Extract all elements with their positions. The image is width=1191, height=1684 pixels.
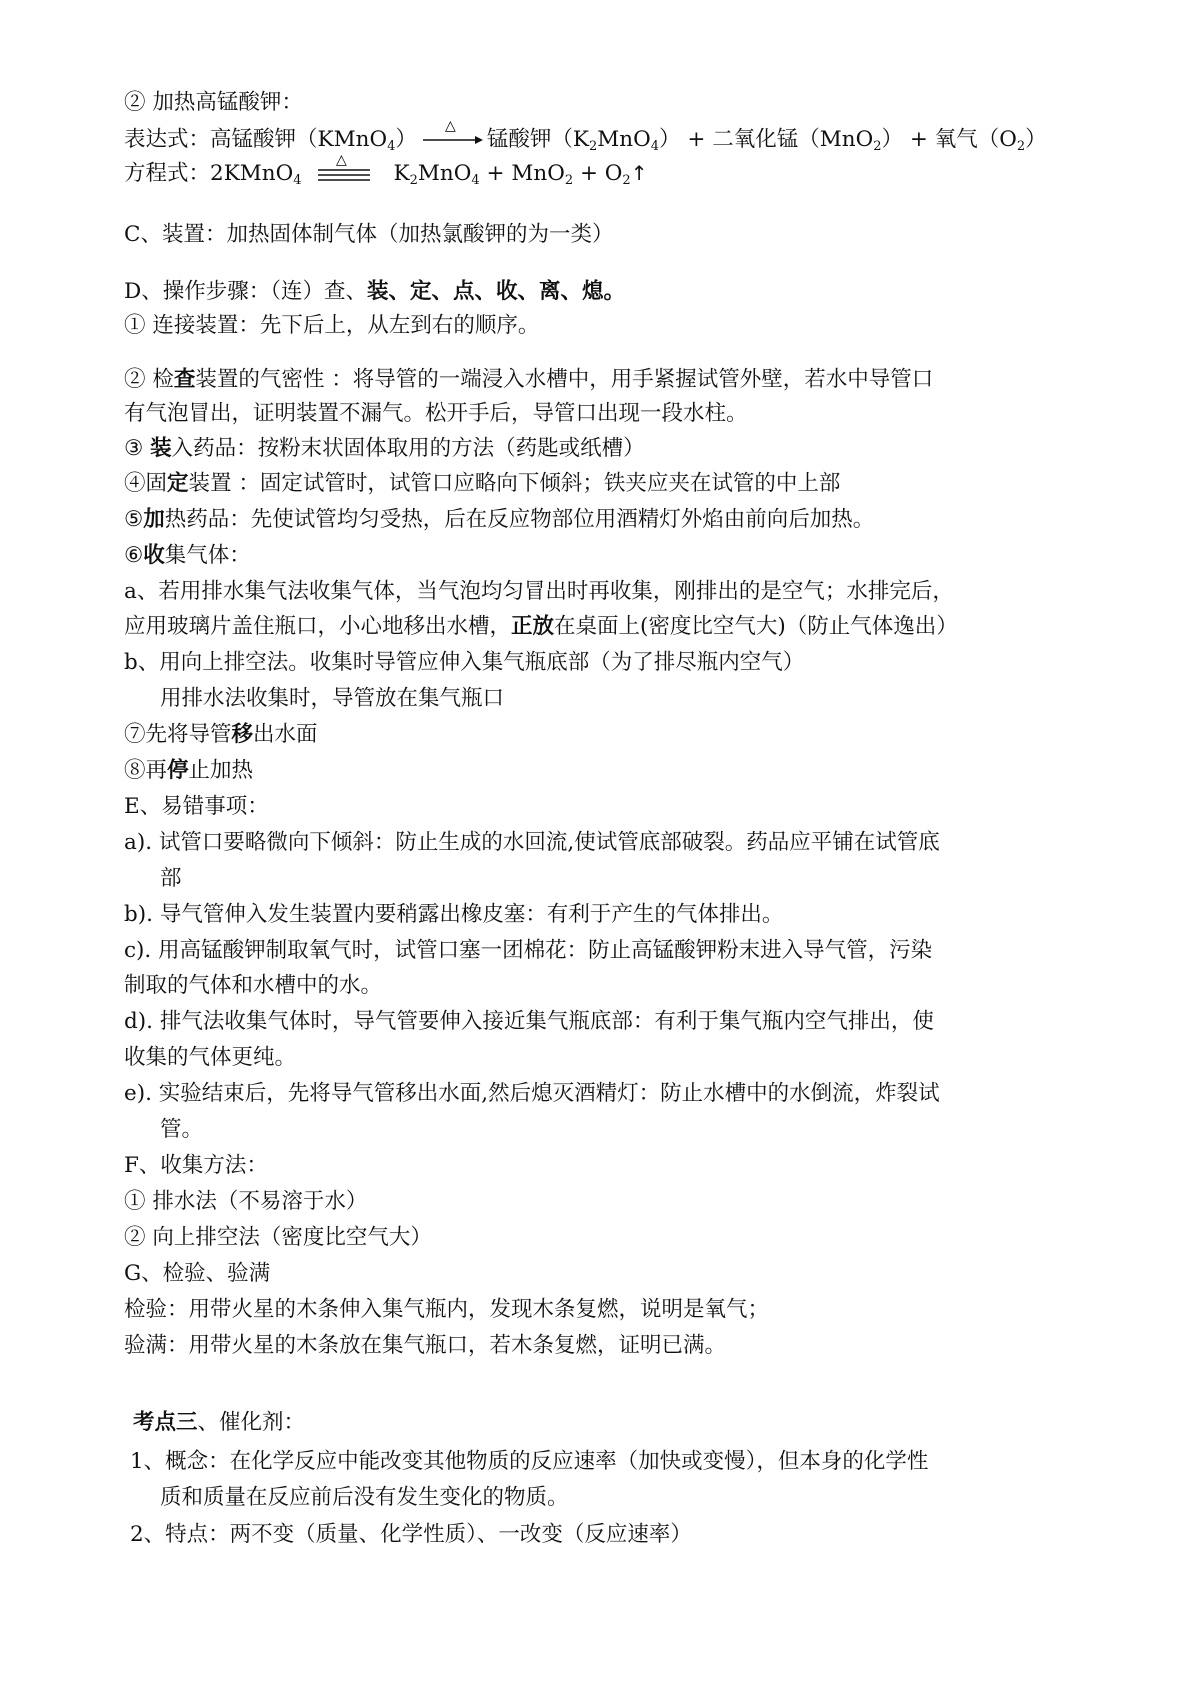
section-f-title: F、收集方法： — [124, 1153, 268, 1178]
gas-arrow-icon: ↑ — [630, 161, 648, 185]
step-6a-line2: 应用玻璃片盖住瓶口，小心地移出水槽，正放在桌面上(密度比空气大)（防止气体逸出） — [124, 614, 958, 639]
mistake-c-line1: c). 用高锰酸钾制取氧气时，试管口塞一团棉花：防止高锰酸钾粉末进入导气管，污染 — [124, 938, 933, 963]
step-1: ① 连接装置：先下后上，从左到右的顺序。 — [124, 313, 540, 338]
svg-text:△: △ — [444, 118, 456, 134]
word-expression: 表达式：高锰酸钾（KMnO$_4$） △ 锰酸钾$(K_2MnO_4)$ + 二氧化锰（MnO$_2$） + 氧气$(O_2)$ — [124, 118, 1047, 154]
mistake-d-line2: 收集的气体更纯。 — [124, 1045, 297, 1070]
mistake-b: b). 导气管伸入发生装置内要稍露出橡皮塞：有利于产生的气体排出。 — [124, 902, 784, 927]
chemical-equation: 方程式：2KMnO$_4$ △ $K_2MnO_4 + MnO_2$ + $O_2↑$ — [124, 152, 648, 188]
section-g-title: G、检验、验满 — [124, 1261, 271, 1286]
section-c: C、装置：加热固体制气体（加热氯酸钾的为一类） — [124, 222, 614, 247]
step-7: ⑦先将导管移出水面 — [124, 722, 318, 747]
catalyst-concept-line1: 1、概念：在化学反应中能改变其他物质的反应速率（加快或变慢），但本身的化学性 — [130, 1449, 929, 1474]
catalyst-feature: 2、特点：两不变（质量、化学性质）、一改变（反应速率） — [130, 1522, 692, 1547]
reaction-arrow — [421, 118, 483, 150]
step-3: ③ 装入药品：按粉末状固体取用的方法（药匙或纸槽） — [124, 436, 645, 461]
step-5: ⑤加热药品：先使试管均匀受热，后在反应物部位用酒精灯外焰由前向后加热。 — [124, 507, 875, 532]
svg-text:△: △ — [335, 152, 347, 168]
mistake-e-line2: 管。 — [160, 1117, 204, 1142]
step-4: ④固定装置 ：固定试管时，试管口应略向下倾斜；铁夹应夹在试管的中上部 — [124, 471, 841, 496]
step-6b-line1: b、用向上排空法。收集时导管应伸入集气瓶底部（为了排尽瓶内空气） — [124, 650, 805, 675]
step-8: ⑧再停止加热 — [124, 758, 254, 783]
section-e-title: E、易错事项： — [124, 794, 269, 819]
mistake-d-line1: d). 排气法收集气体时，导气管要伸入接近集气瓶底部：有利于集气瓶内空气排出，使 — [124, 1009, 934, 1034]
test-line: 检验：用带火星的木条伸入集气瓶内，发现木条复燃，说明是氧气； — [124, 1297, 770, 1322]
step-6a-line1: a、若用排水集气法收集气体，当气泡均匀冒出时再收集，刚排出的是空气；水排完后， — [124, 579, 954, 604]
section-heat-kmno4-title: ② 加热高锰酸钾： — [124, 90, 303, 115]
step-2-line2: 有气泡冒出，证明装置不漏气。松开手后，导管口出现一段水柱。 — [124, 401, 748, 426]
mistake-a-line2: 部 — [160, 866, 182, 891]
step-2-line1: ② 检查装置的气密性 ：将导管的一端浸入水槽中，用手紧握试管外壁，若水中导管口 — [124, 367, 934, 392]
catalyst-concept-line2: 质和质量在反应前后没有发生变化的物质。 — [160, 1485, 569, 1510]
mistake-c-line2: 制取的气体和水槽中的水。 — [124, 973, 383, 998]
mistake-e-line1: e). 实验结束后，先将导气管移出水面,然后熄灭酒精灯：防止水槽中的水倒流，炸裂试 — [124, 1081, 940, 1106]
full-check-line: 验满：用带火星的木条放在集气瓶口，若木条复燃，证明已满。 — [124, 1333, 727, 1358]
collect-method-2: ② 向上排空法（密度比空气大） — [124, 1225, 432, 1250]
step-6: ⑥收集气体： — [124, 543, 251, 568]
section-d-title: D、操作步骤：（连）查、装、定、点、收、离、熄。 — [124, 279, 626, 304]
section-catalyst-title: 考点三、催化剂： — [133, 1410, 306, 1435]
mistake-a-line1: a). 试管口要略微向下倾斜：防止生成的水回流,使试管底部破裂。药品应平铺在试管底 — [124, 830, 940, 855]
collect-method-1: ① 排水法（不易溶于水） — [124, 1189, 368, 1214]
step-6b-line2: 用排水法收集时，导管放在集气瓶口 — [160, 686, 505, 711]
equal-sign-heat — [314, 152, 374, 184]
